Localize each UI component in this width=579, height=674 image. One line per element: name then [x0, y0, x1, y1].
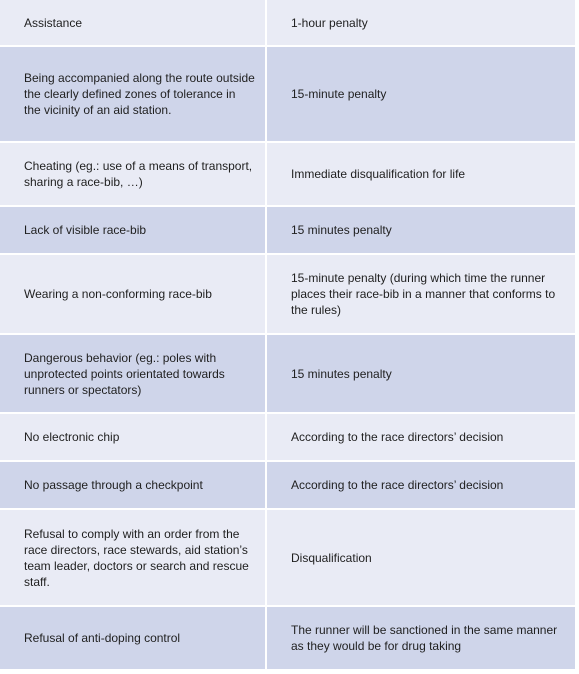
offense-cell: Assistance [0, 0, 266, 46]
table-row [0, 413, 576, 461]
penalty-cell: According to the race directors’ decision [266, 413, 576, 461]
penalty-cell: 15 minutes penalty [266, 206, 576, 254]
penalty-cell: 15-minute penalty [266, 46, 576, 142]
penalty-cell: 1-hour penalty [266, 0, 576, 46]
offense-cell: Being accompanied along the route outside the clearly defined zones of tolerance in the vicinity of an aid station. [0, 46, 266, 142]
table-row [0, 0, 576, 46]
offense-cell: No passage through a checkpoint [0, 461, 266, 509]
penalty-cell: 15-minute penalty (during which time the runner places their race-bib in a manner that conforms to the rules) [266, 254, 576, 334]
offense-cell: Lack of visible race-bib [0, 206, 266, 254]
penalty-cell: Disqualification [266, 509, 576, 606]
table-row [0, 606, 576, 670]
penalty-cell: 15 minutes penalty [266, 334, 576, 413]
penalty-cell: The runner will be sanctioned in the same manner as they would be for drug taking [266, 606, 576, 670]
offense-cell: No electronic chip [0, 413, 266, 461]
table-row [0, 254, 576, 334]
offense-cell: Cheating (eg.: use of a means of transport, sharing a race-bib, …) [0, 142, 266, 206]
table-row [0, 46, 576, 142]
offense-cell: Dangerous behavior (eg.: poles with unprotected points orientated towards runners or spectators) [0, 334, 266, 413]
table-row [0, 509, 576, 606]
table-row [0, 461, 576, 509]
offense-cell: Wearing a non-conforming race-bib [0, 254, 266, 334]
offense-cell: Refusal of anti-doping control [0, 606, 266, 670]
table-row [0, 334, 576, 413]
table-row [0, 142, 576, 206]
penalty-cell: Immediate disqualification for life [266, 142, 576, 206]
offense-cell: Refusal to comply with an order from the race directors, race stewards, aid station’s team leader, doctors or search and rescue staff. [0, 509, 266, 606]
table-row [0, 206, 576, 254]
penalty-cell: According to the race directors’ decision [266, 461, 576, 509]
